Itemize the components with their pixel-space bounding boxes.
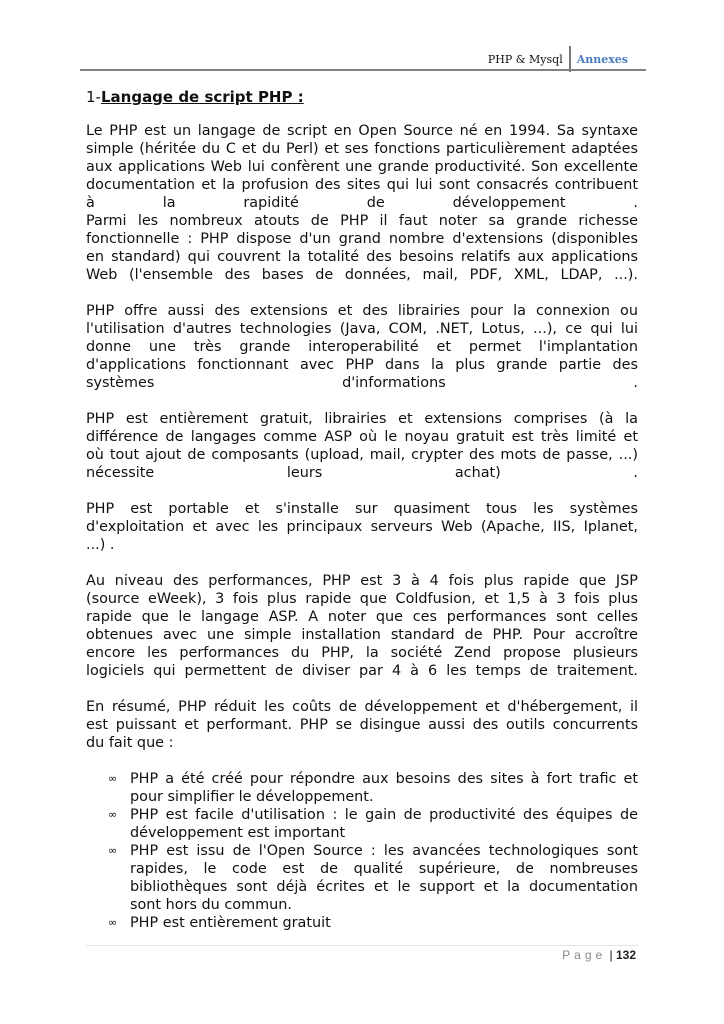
page-label: Page	[562, 948, 607, 962]
text-line: Web (l'ensemble des bases de données, mail, PDF, XML, LDAP, ...).	[86, 267, 638, 283]
paragraph	[86, 302, 638, 392]
text-line: pour simplifier le développement.	[130, 789, 374, 805]
text-line: logiciels qui permettent de diviser par 4 à 6 les temps de traitement.	[86, 663, 638, 679]
text-line: sont hors du commun.	[130, 897, 292, 913]
infinity-bullet-icon: ∞	[108, 844, 118, 857]
paragraph	[86, 572, 638, 680]
text-line: du fait que :	[86, 735, 174, 751]
text-line: fonctionnelle : PHP dispose d'un grand nombre d'extensions (disponibles	[86, 231, 638, 247]
text-line: PHP a été créé pour répondre aux besoins des sites à fort trafic et	[130, 771, 638, 787]
paragraph	[86, 410, 638, 482]
list-item	[86, 770, 638, 806]
paragraphs	[86, 122, 638, 752]
paragraph	[86, 122, 638, 284]
text-line: d'applications fonctionnant avec PHP dans la plus grande partie des	[86, 357, 638, 373]
text-line: (source eWeek), 3 fois plus rapide que Coldfusion, et 1,5 à 3 fois plus	[86, 591, 638, 607]
list-item	[86, 806, 638, 842]
bullet-list	[86, 770, 638, 932]
text-line: PHP est entièrement gratuit	[130, 915, 331, 931]
list-item	[86, 842, 638, 914]
text-line: systèmes d'informations .	[86, 375, 638, 391]
text-line: ...) .	[86, 537, 115, 553]
header-title: PHP & Mysql	[487, 52, 563, 66]
text-line: différence de langages comme ASP où le noyau gratuit est très limité et	[86, 429, 638, 445]
text-line: en standard) qui couvrent la totalité des besoins relatifs aux applications	[86, 249, 638, 265]
text-line: à la rapidité de développement .	[86, 195, 638, 211]
text-line: Le PHP est un langage de script en Open Source né en 1994. Sa syntaxe	[86, 123, 638, 139]
text-line: où tout ajout de composants (upload, mail, crypter des mots de passe, ...)	[86, 447, 638, 463]
heading-text: Langage de script PHP :	[100, 88, 304, 106]
paragraph	[86, 500, 638, 554]
text-line: bibliothèques sont déjà écrites et le support et la documentation	[130, 879, 638, 895]
text-line: nécessite leurs achat) .	[86, 465, 638, 481]
text-line: est puissant et performant. PHP se disingue aussi des outils concurrents	[86, 717, 638, 733]
text-line: développement est important	[130, 825, 346, 841]
infinity-bullet-icon: ∞	[108, 772, 118, 785]
text-line: rapides, le code est de qualité supérieure, de nombreuses	[130, 861, 638, 877]
text-line: documentation et la profusion des sites qui lui sont consacrés contribuent	[86, 177, 638, 193]
text-line: aux applications Web lui confèrent une grande productivité. Son excellente	[86, 159, 638, 175]
page-body	[86, 88, 638, 932]
text-line: PHP est portable et s'installe sur quasiment tous les systèmes	[86, 501, 638, 517]
infinity-bullet-icon: ∞	[108, 916, 118, 929]
infinity-bullet-icon: ∞	[108, 808, 118, 821]
text-line: d'exploitation et avec les principaux serveurs Web (Apache, IIS, Iplanet,	[86, 519, 638, 535]
page-footer: Page | 132	[562, 948, 636, 962]
header-rule	[80, 69, 646, 71]
text-line: En résumé, PHP réduit les coûts de développement et d'hébergement, il	[86, 699, 638, 715]
paragraph	[86, 698, 638, 752]
section-heading	[86, 88, 638, 106]
footer-rule	[86, 945, 638, 946]
text-line: rapide que le langage ASP. A noter que ces performances sont celles	[86, 609, 638, 625]
text-line: encore les performances du PHP, la société Zend propose plusieurs	[86, 645, 638, 661]
text-line: PHP est entièrement gratuit, librairies et extensions comprises (à la	[86, 411, 638, 427]
header-section: Annexes	[576, 52, 628, 66]
text-line: donne une très grande interoperabilité et permet l'implantation	[86, 339, 638, 355]
text-line: Au niveau des performances, PHP est 3 à 4 fois plus rapide que JSP	[86, 573, 638, 589]
text-line: l'utilisation d'autres technologies (Java, COM, .NET, Lotus, ...), ce qui lui	[86, 321, 638, 337]
text-line: PHP est facile d'utilisation : le gain de productivité des équipes de	[130, 807, 638, 823]
text-line: Parmi les nombreux atouts de PHP il faut noter sa grande richesse	[86, 213, 638, 229]
text-line: obtenues avec une simple installation standard de PHP. Pour accroître	[86, 627, 638, 643]
heading-number: 1-	[86, 88, 101, 106]
text-line: PHP est issu de l'Open Source : les avancées technologiques sont	[130, 843, 638, 859]
list-item	[86, 914, 638, 932]
page-number: 132	[615, 948, 636, 962]
text-line: simple (héritée du C et du Perl) et ses fonctions particulièrement adaptées	[86, 141, 638, 157]
text-line: PHP offre aussi des extensions et des librairies pour la connexion ou	[86, 303, 638, 319]
